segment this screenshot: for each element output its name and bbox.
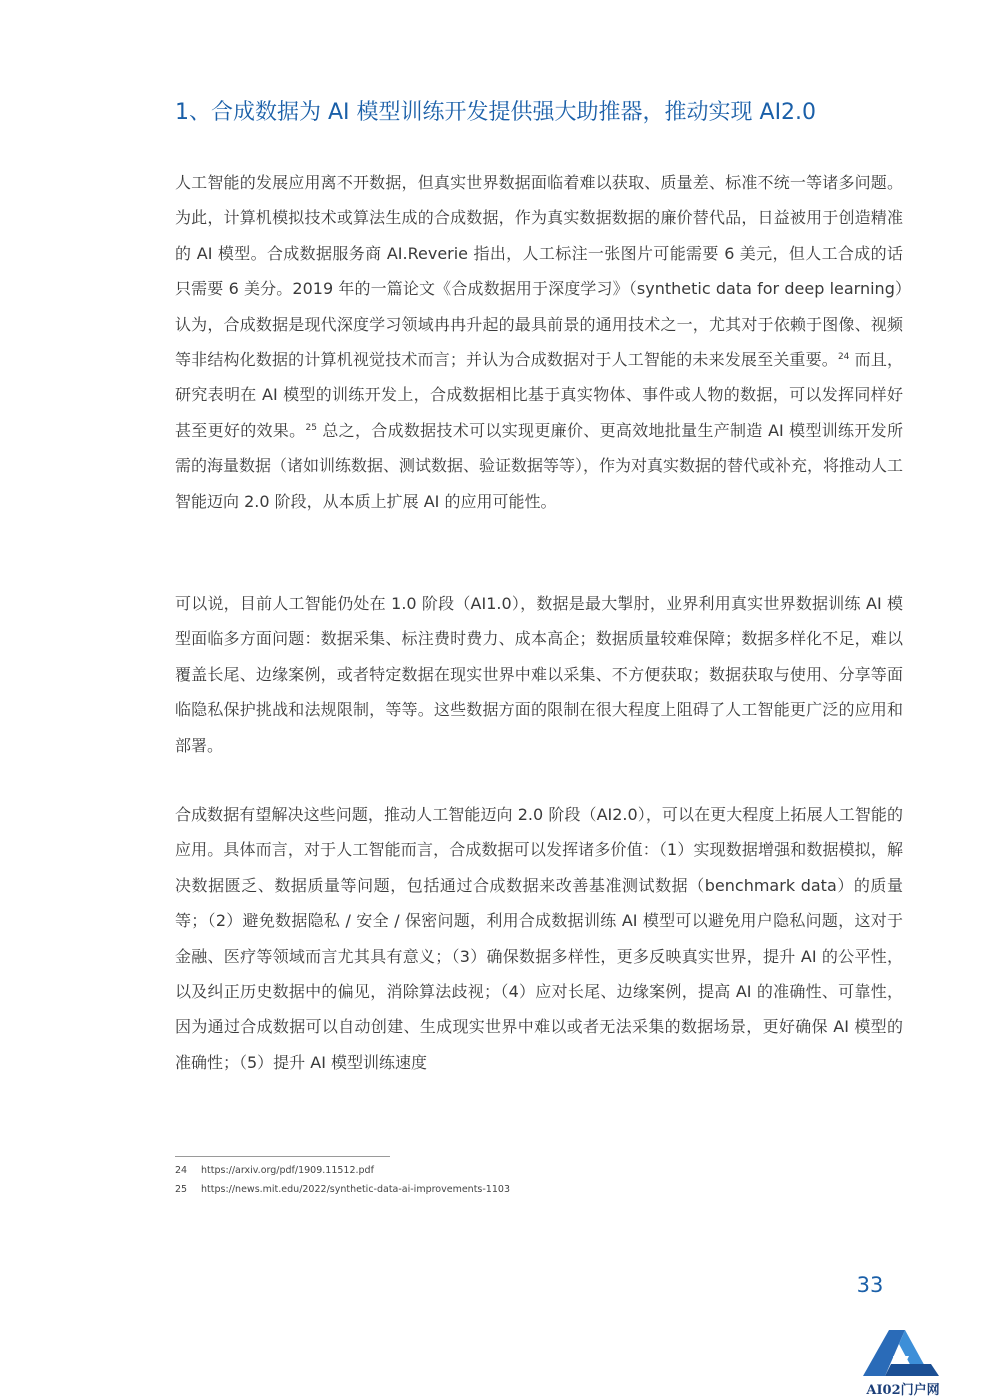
section-heading: 1、合成数据为 AI 模型训练开发提供强大助推器，推动实现 AI2.0 xyxy=(175,100,817,125)
footnote-number: 25 xyxy=(175,1184,188,1195)
watermark-logo xyxy=(858,1326,944,1399)
footnote-25 xyxy=(175,1183,510,1196)
page-number: 33 xyxy=(856,1273,884,1297)
footnote-ref-25[interactable]: 25 xyxy=(305,422,317,433)
paragraph-2: 可以说，目前人工智能仍处在 1.0 阶段（AI1.0），数据是最大掣肘，业界利用真实世界数据训练 AI 模型面临多方面问题：数据采集、标注费时费力、成本高企；数据质量较难保障；数据多样化不足，难以覆盖长尾、边缘案例，或者特定数据在现实世界中难以采集、不方便获取；数据获取与使用、分享等面临隐私保护挑战和法规限制，等等。这些数据方面的限制在很大程度上阻碍了人工智能更广泛的应用和部署。 xyxy=(175,594,903,755)
footnote-link[interactable]: https://arxiv.org/pdf/1909.11512.pdf xyxy=(201,1165,374,1176)
footnote-link[interactable]: https://news.mit.edu/2022/synthetic-data-ai-improvements-1103 xyxy=(201,1184,510,1195)
paragraph-3: 合成数据有望解决这些问题，推动人工智能迈向 2.0 阶段（AI2.0），可以在更大程度上拓展人工智能的应用。具体而言，对于人工智能而言，合成数据可以发挥诸多价值：（1）实现数据增强和数据模拟，解决数据匮乏、数据质量等问题，包括通过合成数据来改善基准测试数据（benchmark data）的质量等；（2）避免数据隐私 / 安全 / 保密问题，利用合成数据训练 AI 模型可以避免用户隐私问题，这对于金融、医疗等领域而言尤其具有意义；（3）确保数据多样性，更多反映真实世界，提升 AI 的公平性，以及纠正历史数据中的偏见，消除算法歧视；（4）应对长尾、边缘案例，提高 AI 的准确性、可靠性，因为通过合成数据可以自动创建、生成现实世界中难以或者无法采集的数据场景，更好确保 AI 模型的准确性；（5）提升 AI 模型训练速度 xyxy=(175,805,903,1072)
paragraph-1-part-a: 人工智能的发展应用离不开数据，但真实世界数据面临着难以获取、质量差、标准不统一等诸多问题。为此，计算机模拟技术或算法生成的合成数据，作为真实数据数据的廉价替代品，日益被用于创造精准的 AI 模型。合成数据服务商 AI.Reverie 指出，人工标注一张图片可能需要 6 美元，但人工合成的话只需要 6 美分。2019 年的一篇论文《合成数据用于深度学习》（synthetic data for deep learning）认为，合成数据是现代深度学习领域冉冉升起的最具前景的通用技术之一，尤其对于依赖于图像、视频等非结构化数据的计算机视觉技术而言；并认为合成数据对于人工智能的未来发展至关重要。 xyxy=(175,173,903,370)
watermark-text: AI02门户网 xyxy=(866,1383,940,1398)
paragraph-1-part-b: 而且，研究表明在 AI 模型的训练开发上，合成数据相比基于真实物体、事件或人物的数据，可以发挥同样好甚至更好的效果。 xyxy=(175,350,903,440)
footnote-number: 24 xyxy=(175,1165,188,1176)
watermark-a-icon xyxy=(861,1326,941,1378)
paragraph-1 xyxy=(175,165,903,519)
footnote-ref-24[interactable]: 24 xyxy=(837,352,850,363)
footnote-divider xyxy=(175,1156,390,1157)
paragraph-1-part-c: 总之，合成数据技术可以实现更廉价、更高效地批量生产制造 AI 模型训练开发所需的海量数据（诸如训练数据、测试数据、验证数据等等），作为对真实数据的替代或补充，将推动人工智能迈向 2.0 阶段，从本质上扩展 AI 的应用可能性。 xyxy=(175,420,904,511)
footnote-24 xyxy=(175,1164,374,1177)
